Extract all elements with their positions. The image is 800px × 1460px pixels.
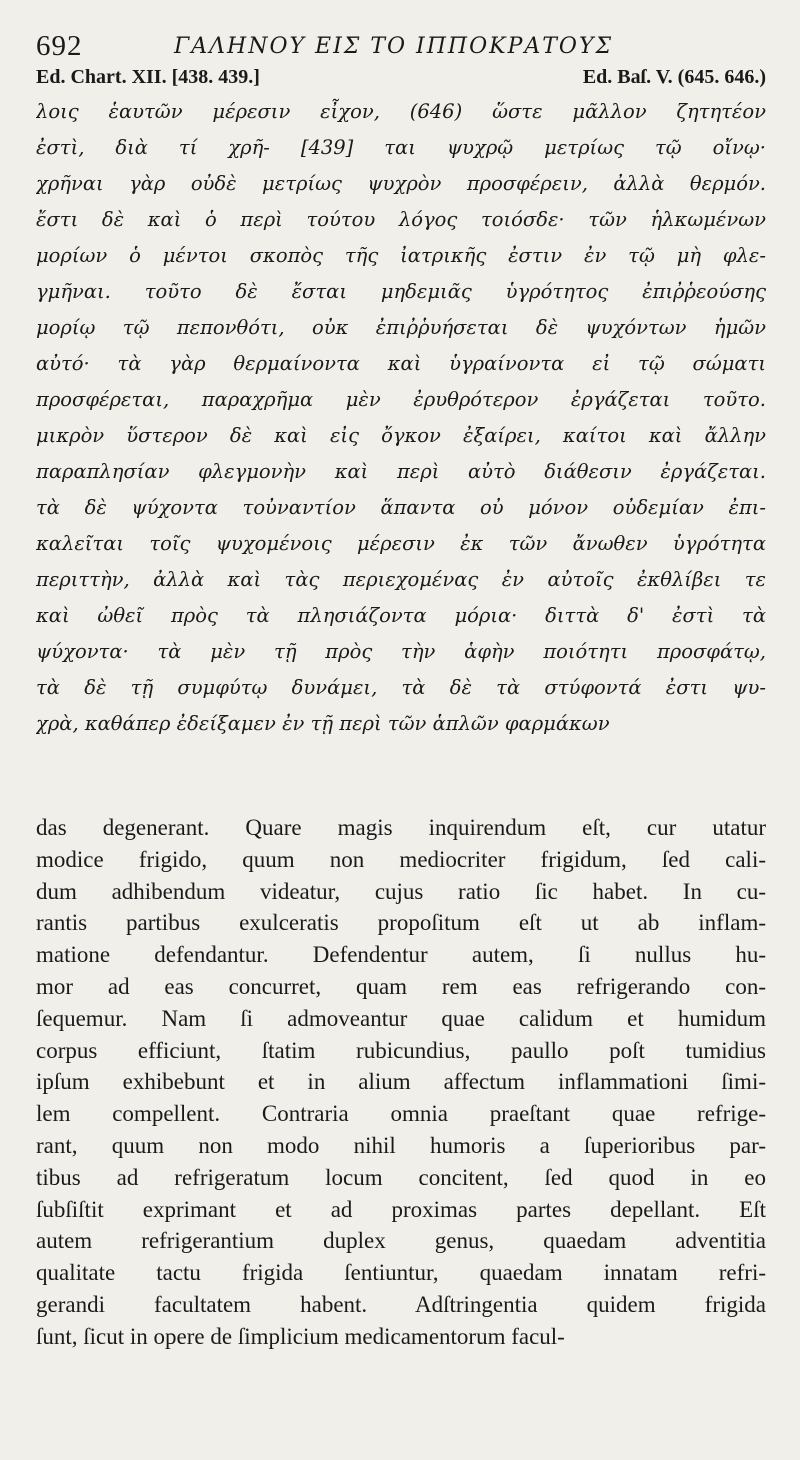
- page-header: [36, 30, 776, 64]
- greek-text-line: αὐτό· τὰ γὰρ θερμαίνοντα καὶ ὑγραίνοντα εἰ τῷ σώματι: [36, 352, 766, 375]
- greek-text-line: καλεῖται τοῖς ψυχομένοις μέρεσιν ἐκ τῶν ἄνωθεν ὑγρότητα: [36, 532, 766, 555]
- greek-text-line: λοις ἑαυτῶν μέρεσιν εἶχον, (646) ὥστε μᾶλλον ζητητέον: [36, 100, 766, 123]
- greek-text-line: μορίῳ τῷ πεπονθότι, οὐκ ἐπιῤῥυήσεται δὲ ψυχόντων ἡμῶν: [36, 316, 766, 339]
- latin-text-line: ipſum exhibebunt et in alium affectum inflammationi ſimi-: [36, 1069, 766, 1095]
- greek-text-line: ἐστὶ, διὰ τί χρῆ- [439] ται ψυχρῷ μετρίως τῷ οἴνῳ·: [36, 136, 766, 159]
- greek-text-line: καὶ ὠθεῖ πρὸς τὰ πλησιάζοντα μόρια· διττὰ δ' ἐστὶ τὰ: [36, 604, 766, 627]
- greek-text-line: τὰ δὲ ψύχοντα τοὐναντίον ἅπαντα οὐ μόνον οὐδεμίαν ἐπι-: [36, 496, 766, 519]
- latin-text-line: matione defendantur. Defendentur autem, ſi nullus hu-: [36, 942, 766, 968]
- latin-text-line: ſunt, ſicut in opere de ſimplicium medicamentorum facul-: [36, 1323, 565, 1349]
- edition-basel-reference: Ed. Baſ. V. (645. 646.): [582, 66, 766, 88]
- greek-text-line: γμῆναι. τοῦτο δὲ ἔσται μηδεμιᾶς ὑγρότητος ἐπιῤῥεούσης: [36, 280, 766, 303]
- greek-text-line: περιττὴν, ἀλλὰ καὶ τὰς περιεχομένας ἐν αὐτοῖς ἐκθλίβει τε: [36, 568, 766, 591]
- latin-text-block: [36, 812, 766, 1353]
- edition-chart-reference: Ed. Chart. XII. [438. 439.]: [36, 66, 260, 88]
- latin-text-line: tibus ad refrigeratum locum concitent, ſed quod in eo: [36, 1164, 766, 1190]
- latin-text-line: autem refrigerantium duplex genus, quaedam adventitia: [36, 1228, 766, 1254]
- latin-text-line: dum adhibendum videatur, cujus ratio ſic habet. In cu-: [36, 878, 766, 904]
- latin-text-line: gerandi facultatem habent. Adſtringentia quidem frigida: [36, 1291, 766, 1317]
- greek-text-line: ψύχοντα· τὰ μὲν τῇ πρὸς τὴν ἁφὴν ποιότητι προσφάτῳ,: [36, 640, 766, 663]
- page-number: 692: [36, 30, 83, 62]
- latin-text-line: ſubſiſtit exprimant et ad proximas partes depellant. Eſt: [36, 1196, 766, 1222]
- greek-text-line: προσφέρεται, παραχρῆμα μὲν ἐρυθρότερον ἐργάζεται τοῦτο.: [36, 388, 766, 411]
- latin-text-line: lem compellent. Contraria omnia praeſtant quae refrige-: [36, 1101, 766, 1127]
- greek-text-line: ἔστι δὲ καὶ ὁ περὶ τούτου λόγος τοιόσδε· τῶν ἡλκωμένων: [36, 208, 766, 231]
- latin-text-line: das degenerant. Quare magis inquirendum eſt, cur utatur: [36, 815, 766, 840]
- latin-text-line: ſequemur. Nam ſi admoveantur quae calidum et humidum: [36, 1005, 766, 1031]
- latin-text-line: rant, quum non modo nihil humoris a ſuperioribus par-: [36, 1132, 766, 1158]
- greek-text-line: παραπλησίαν φλεγμονὴν καὶ περὶ αὐτὸ διάθεσιν ἐργάζεται.: [36, 460, 766, 483]
- greek-text-line: μορίων ὁ μέντοι σκοπὸς τῆς ἰατρικῆς ἐστιν ἐν τῷ μὴ φλε-: [36, 244, 766, 267]
- latin-text-line: rantis partibus exulceratis propoſitum eſt ut ab inflam-: [36, 910, 766, 936]
- greek-text-line: χρὰ, καθάπερ ἐδείξαμεν ἐν τῇ περὶ τῶν ἁπλῶν φαρμάκων: [36, 712, 610, 735]
- latin-text-line: mor ad eas concurret, quam rem eas refrigerando con-: [36, 973, 766, 999]
- greek-text-line: χρῆναι γὰρ οὐδὲ μετρίως ψυχρὸν προσφέρειν, ἀλλὰ θερμόν.: [36, 172, 766, 195]
- edition-references: [36, 66, 766, 92]
- latin-text-line: modice frigido, quum non mediocriter frigidum, ſed cali-: [36, 846, 766, 872]
- running-title: ΓΑΛΗΝΟΥ ΕΙΣ ΤΟ ΙΠΠΟΚΡΑΤΟΥΣ: [174, 34, 614, 59]
- greek-text-block: [36, 94, 766, 742]
- latin-text-line: corpus efficiunt, ſtatim rubicundius, paullo poſt tumidius: [36, 1037, 766, 1063]
- greek-text-line: τὰ δὲ τῇ συμφύτῳ δυνάμει, τὰ δὲ τὰ στύφοντά ἐστι ψυ-: [36, 676, 766, 699]
- greek-text-line: μικρὸν ὕστερον δὲ καὶ εἰς ὄγκον ἐξαίρει, καίτοι καὶ ἄλλην: [36, 424, 766, 447]
- latin-text-line: qualitate tactu frigida ſentiuntur, quaedam innatam refri-: [36, 1260, 766, 1286]
